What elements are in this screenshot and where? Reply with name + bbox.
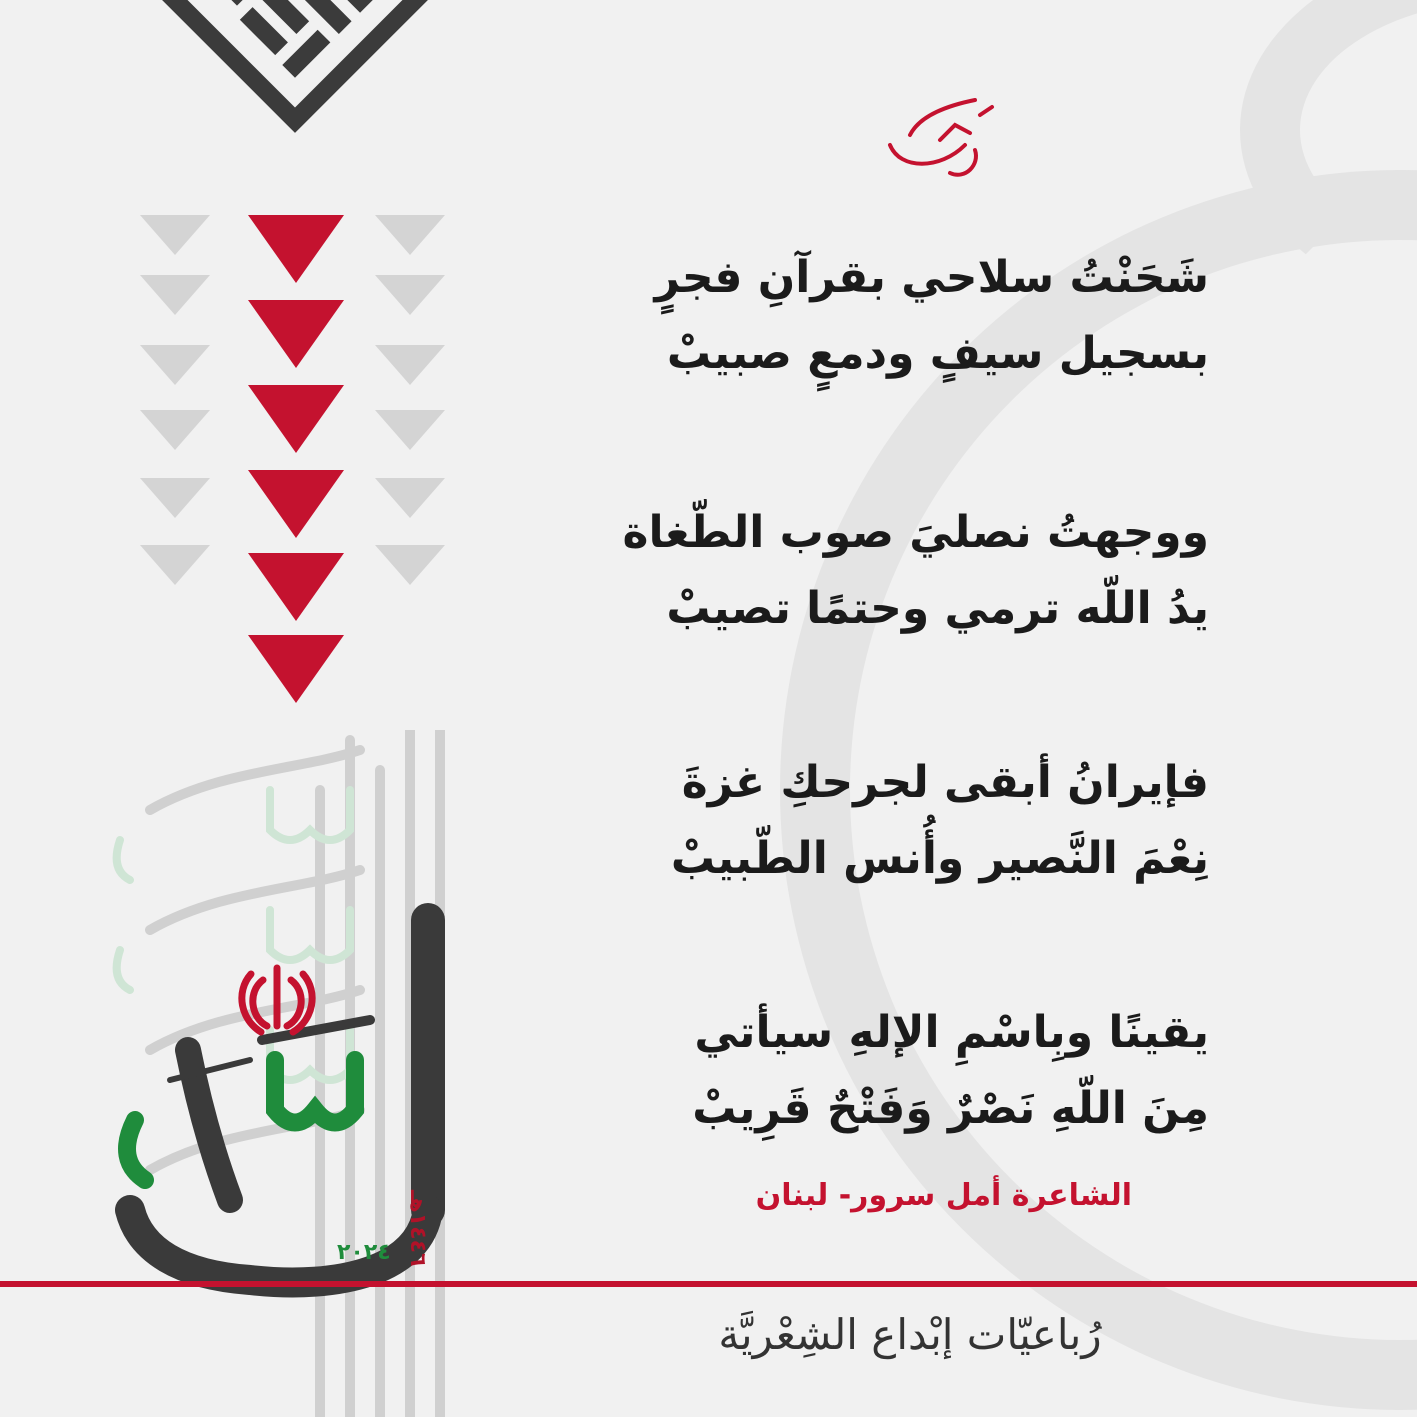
iran-emblem-icon (237, 962, 317, 1036)
poem-line: يقينًا وبِاسْمِ الإلهِ سيأتي (694, 1007, 1209, 1058)
poem-line: فإيرانُ أبقى لجرحكِ غزةَ (681, 757, 1209, 808)
year-label: ٢٠٢٤ (337, 1240, 391, 1265)
calligraphy-artwork (0, 730, 470, 1417)
hijri-year: ١٤٤٦هـ (405, 1190, 430, 1267)
series-title: رُباعيّات إبْداع الشِعْريَّة (718, 1310, 1102, 1359)
poem-stanza-3 (509, 745, 1209, 897)
poem-line: ووجهتُ نصليَ صوب الطّغاة (622, 507, 1209, 558)
poem-stanza-2 (509, 495, 1209, 647)
signature-calligraphy (880, 85, 1000, 185)
divider-line (0, 1281, 1417, 1287)
poem-line: يدُ اللّه ترمي وحتمًا تصيبْ (666, 583, 1209, 634)
triangle-column (0, 0, 460, 730)
poet-credit: الشاعرة أمل سرور- لبنان (755, 1178, 1132, 1213)
poem-stanza-1 (509, 240, 1209, 392)
poem-line: نِعْمَ النَّصير وأُنس الطّبيبْ (670, 833, 1209, 884)
poem-stanza-4 (509, 995, 1209, 1147)
poem-line: مِنَ اللّهِ نَصْرٌ وَفَتْحٌ قَرِيبْ (692, 1083, 1209, 1134)
poem-line: بسجيل سيفٍ ودمعٍ صبيبْ (666, 328, 1209, 379)
poem-line: شَحَنْتُ سلاحي بقرآنِ فجرٍ (654, 252, 1209, 303)
